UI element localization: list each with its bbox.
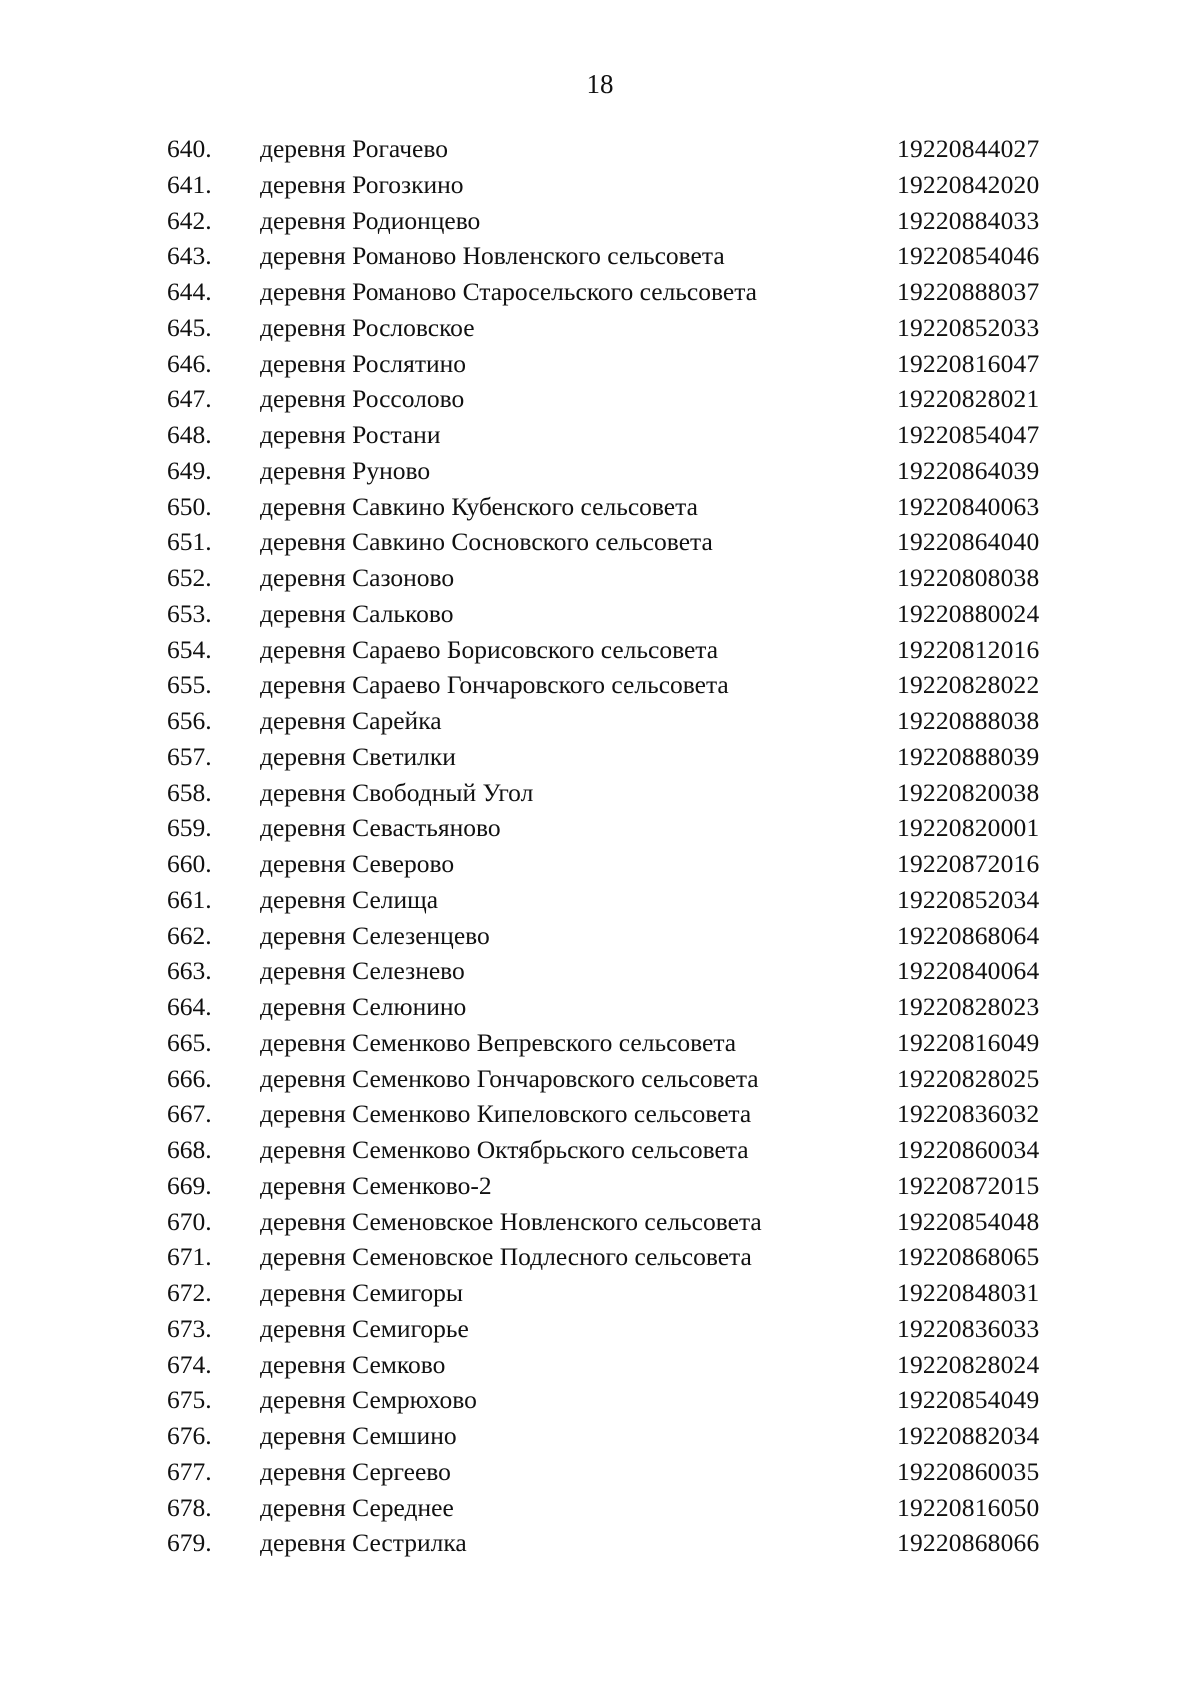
- row-number: 651.: [167, 527, 212, 557]
- table-row: [0, 1132, 1200, 1168]
- settlement-name: деревня Светилки: [260, 741, 456, 771]
- row-number: 656.: [167, 706, 212, 735]
- oktmo-code: 19220868065: [897, 1242, 1040, 1272]
- table-row: [0, 131, 1200, 167]
- row-number: 641.: [167, 169, 212, 199]
- oktmo-code: 19220844027: [897, 134, 1040, 163]
- oktmo-code: 19220812016: [897, 634, 1040, 664]
- table-row: [0, 381, 1200, 417]
- oktmo-code: 19220820001: [897, 813, 1040, 843]
- oktmo-code: 19220888037: [897, 277, 1040, 306]
- oktmo-code: 19220854049: [897, 1385, 1040, 1415]
- settlement-name: деревня Семигоры: [260, 1278, 464, 1307]
- settlement-name: деревня Руново: [260, 455, 431, 485]
- oktmo-code: 19220828022: [897, 670, 1040, 700]
- oktmo-code: 19220852033: [897, 312, 1040, 342]
- settlement-name: деревня Семшино: [260, 1421, 457, 1450]
- table-row: [0, 918, 1200, 954]
- row-number: 650.: [167, 491, 212, 521]
- settlement-name: деревня Селезнево: [260, 956, 465, 986]
- oktmo-code: 19220880024: [897, 598, 1040, 628]
- row-number: 672.: [167, 1278, 212, 1307]
- table-row: [0, 1025, 1200, 1061]
- oktmo-code: 19220828023: [897, 992, 1040, 1021]
- table-row: [0, 703, 1200, 739]
- oktmo-code: 19220854046: [897, 241, 1040, 271]
- row-number: 673.: [167, 1313, 212, 1343]
- oktmo-code: 19220820038: [897, 777, 1040, 807]
- row-number: 669.: [167, 1170, 212, 1200]
- settlement-name: деревня Рогозкино: [260, 169, 464, 199]
- row-number: 646.: [167, 348, 212, 378]
- oktmo-code: 19220836033: [897, 1313, 1040, 1343]
- row-number: 675.: [167, 1385, 212, 1415]
- table-row: [0, 1347, 1200, 1383]
- settlement-name: деревня Селища: [260, 884, 439, 914]
- oktmo-code: 19220828024: [897, 1349, 1040, 1379]
- row-number: 640.: [167, 134, 212, 163]
- oktmo-code: 19220842020: [897, 169, 1040, 199]
- settlement-name: деревня Сестрилка: [260, 1528, 467, 1558]
- settlement-name: деревня Романово Старосельского сельсовета: [260, 277, 757, 306]
- row-number: 674.: [167, 1349, 212, 1379]
- settlement-name: деревня Рослятино: [260, 348, 467, 378]
- row-number: 668.: [167, 1135, 212, 1164]
- settlement-name: деревня Сараево Борисовского сельсовета: [260, 634, 719, 664]
- settlement-name: деревня Середнее: [260, 1492, 454, 1522]
- table-row: [0, 524, 1200, 560]
- settlement-name: деревня Сазоново: [260, 563, 455, 592]
- settlement-name: деревня Романово Новленского сельсовета: [260, 241, 725, 271]
- oktmo-code: 19220860035: [897, 1456, 1040, 1486]
- row-number: 643.: [167, 241, 212, 271]
- settlement-name: деревня Севастьяново: [260, 813, 501, 843]
- table-row: [0, 489, 1200, 525]
- table-row: [0, 1418, 1200, 1454]
- table-row: [0, 846, 1200, 882]
- row-number: 666.: [167, 1063, 212, 1093]
- oktmo-code: 19220840063: [897, 491, 1040, 521]
- row-number: 653.: [167, 598, 212, 628]
- settlement-name: деревня Свободный Угол: [260, 777, 534, 807]
- oktmo-code: 19220828021: [897, 384, 1040, 414]
- table-row: [0, 274, 1200, 310]
- oktmo-code: 19220852034: [897, 884, 1040, 914]
- settlement-table: [0, 131, 1200, 1561]
- row-number: 671.: [167, 1242, 212, 1272]
- row-number: 645.: [167, 312, 212, 342]
- table-row: [0, 203, 1200, 239]
- row-number: 658.: [167, 777, 212, 807]
- row-number: 648.: [167, 420, 212, 449]
- settlement-name: деревня Семеновское Подлесного сельсовета: [260, 1242, 752, 1272]
- row-number: 644.: [167, 277, 212, 306]
- row-number: 661.: [167, 884, 212, 914]
- oktmo-code: 19220854048: [897, 1206, 1040, 1236]
- table-row: [0, 632, 1200, 668]
- row-number: 657.: [167, 741, 212, 771]
- table-row: [0, 1204, 1200, 1240]
- oktmo-code: 19220828025: [897, 1063, 1040, 1093]
- table-row: [0, 1311, 1200, 1347]
- table-row: [0, 167, 1200, 203]
- settlement-name: деревня Ростани: [260, 420, 441, 449]
- row-number: 663.: [167, 956, 212, 986]
- settlement-name: деревня Сараево Гончаровского сельсовета: [260, 670, 729, 700]
- oktmo-code: 19220860034: [897, 1135, 1040, 1164]
- table-row: [0, 1168, 1200, 1204]
- row-number: 642.: [167, 205, 212, 235]
- oktmo-code: 19220864040: [897, 527, 1040, 557]
- settlement-name: деревня Семеновское Новленского сельсовета: [260, 1206, 762, 1236]
- settlement-name: деревня Семенково-2: [260, 1170, 492, 1200]
- oktmo-code: 19220816050: [897, 1492, 1040, 1522]
- oktmo-code: 19220888039: [897, 741, 1040, 771]
- table-row: [0, 1454, 1200, 1490]
- oktmo-code: 19220868064: [897, 920, 1040, 950]
- settlement-name: деревня Сергеево: [260, 1456, 451, 1486]
- table-row: [0, 1239, 1200, 1275]
- settlement-name: деревня Семенково Гончаровского сельсовета: [260, 1063, 759, 1093]
- row-number: 676.: [167, 1421, 212, 1450]
- table-row: [0, 417, 1200, 453]
- settlement-name: деревня Рословское: [260, 312, 475, 342]
- row-number: 649.: [167, 455, 212, 485]
- oktmo-code: 19220816047: [897, 348, 1040, 378]
- row-number: 679.: [167, 1528, 212, 1558]
- oktmo-code: 19220888038: [897, 706, 1040, 735]
- row-number: 678.: [167, 1492, 212, 1522]
- table-row: [0, 882, 1200, 918]
- table-row: [0, 1096, 1200, 1132]
- settlement-name: деревня Сальково: [260, 598, 454, 628]
- page-number: 18: [586, 69, 614, 99]
- oktmo-code: 19220808038: [897, 563, 1040, 592]
- oktmo-code: 19220864039: [897, 455, 1040, 485]
- table-row: [0, 667, 1200, 703]
- oktmo-code: 19220882034: [897, 1421, 1040, 1450]
- settlement-name: деревня Савкино Кубенского сельсовета: [260, 491, 698, 521]
- row-number: 677.: [167, 1456, 212, 1486]
- row-number: 659.: [167, 813, 212, 843]
- table-row: [0, 560, 1200, 596]
- oktmo-code: 19220854047: [897, 420, 1040, 449]
- row-number: 667.: [167, 1099, 212, 1129]
- settlement-name: деревня Семенково Вепревского сельсовета: [260, 1027, 737, 1057]
- settlement-name: деревня Семенково Кипеловского сельсовета: [260, 1099, 752, 1129]
- table-row: [0, 1525, 1200, 1561]
- row-number: 662.: [167, 920, 212, 950]
- table-row: [0, 310, 1200, 346]
- table-row: [0, 1061, 1200, 1097]
- table-row: [0, 1382, 1200, 1418]
- settlement-name: деревня Семрюхово: [260, 1385, 477, 1415]
- table-row: [0, 775, 1200, 811]
- oktmo-code: 19220840064: [897, 956, 1040, 986]
- settlement-name: деревня Россолово: [260, 384, 465, 414]
- oktmo-code: 19220872016: [897, 849, 1040, 878]
- settlement-name: деревня Северово: [260, 849, 455, 878]
- oktmo-code: 19220872015: [897, 1170, 1040, 1200]
- table-row: [0, 1490, 1200, 1526]
- settlement-name: деревня Рогачево: [260, 134, 448, 163]
- row-number: 652.: [167, 563, 212, 592]
- settlement-name: деревня Семково: [260, 1349, 446, 1379]
- row-number: 654.: [167, 634, 212, 664]
- oktmo-code: 19220836032: [897, 1099, 1040, 1129]
- settlement-name: деревня Родионцево: [260, 205, 481, 235]
- table-row: [0, 739, 1200, 775]
- settlement-name: деревня Селюнино: [260, 992, 467, 1021]
- row-number: 660.: [167, 849, 212, 878]
- settlement-name: деревня Селезенцево: [260, 920, 490, 950]
- settlement-name: деревня Семигорье: [260, 1313, 469, 1343]
- oktmo-code: 19220884033: [897, 205, 1040, 235]
- settlement-name: деревня Семенково Октябрьского сельсовета: [260, 1135, 749, 1164]
- table-row: [0, 1275, 1200, 1311]
- row-number: 670.: [167, 1206, 212, 1236]
- oktmo-code: 19220848031: [897, 1278, 1040, 1307]
- table-row: [0, 453, 1200, 489]
- oktmo-code: 19220868066: [897, 1528, 1040, 1558]
- table-row: [0, 810, 1200, 846]
- table-row: [0, 346, 1200, 382]
- table-row: [0, 953, 1200, 989]
- row-number: 664.: [167, 992, 212, 1021]
- row-number: 647.: [167, 384, 212, 414]
- settlement-name: деревня Савкино Сосновского сельсовета: [260, 527, 713, 557]
- row-number: 655.: [167, 670, 212, 700]
- table-row: [0, 238, 1200, 274]
- row-number: 665.: [167, 1027, 212, 1057]
- table-row: [0, 989, 1200, 1025]
- oktmo-code: 19220816049: [897, 1027, 1040, 1057]
- table-row: [0, 596, 1200, 632]
- settlement-name: деревня Сарейка: [260, 706, 442, 735]
